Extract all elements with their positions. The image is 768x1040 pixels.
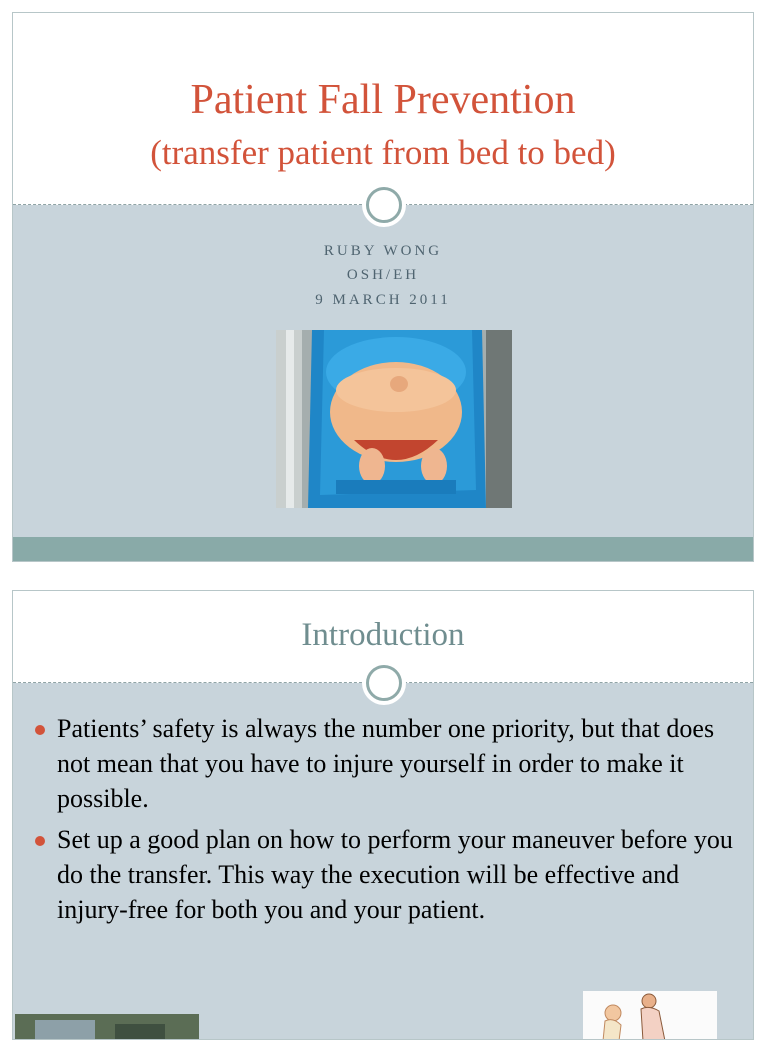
slide-title-text: Introduction — [301, 617, 465, 653]
bullet-dot-icon — [35, 725, 45, 735]
bullet-item — [35, 711, 747, 816]
bullet-text: Patients’ safety is always the number one priority, but that does not mean that you have to injure yourself in order to make it possible. — [57, 714, 715, 813]
transfer-clipart — [583, 991, 717, 1040]
bullet-item — [35, 822, 747, 927]
bullet-list — [35, 711, 747, 933]
photo-illustration — [15, 1014, 199, 1040]
divider-ring-icon — [366, 187, 402, 223]
slide-title-area — [13, 13, 753, 205]
bullet-text: Set up a good plan on how to perform your maneuver before you do the transfer. This way the execution will be effective and injury-free for both you and your patient. — [57, 825, 733, 924]
slide-bottom-bar — [13, 537, 753, 562]
slide-introduction — [12, 590, 754, 1040]
presentation-date: 9 MARCH 2011 — [315, 292, 451, 308]
bullet-dot-icon — [35, 836, 45, 846]
slide-title — [12, 12, 754, 562]
slide-title-text: Patient Fall Prevention — [190, 77, 576, 123]
photo-thumbnail — [15, 1014, 199, 1040]
slide-subtitle-text: (transfer patient from bed to bed) — [150, 133, 616, 172]
author-department: OSH/EH — [346, 267, 420, 283]
baby-doll-photo — [276, 330, 512, 508]
author-name: RUBY WONG — [323, 243, 443, 259]
baby-doll-illustration — [276, 330, 512, 508]
divider-ring-icon — [366, 665, 402, 701]
nurse-clipart-illustration — [583, 991, 717, 1040]
